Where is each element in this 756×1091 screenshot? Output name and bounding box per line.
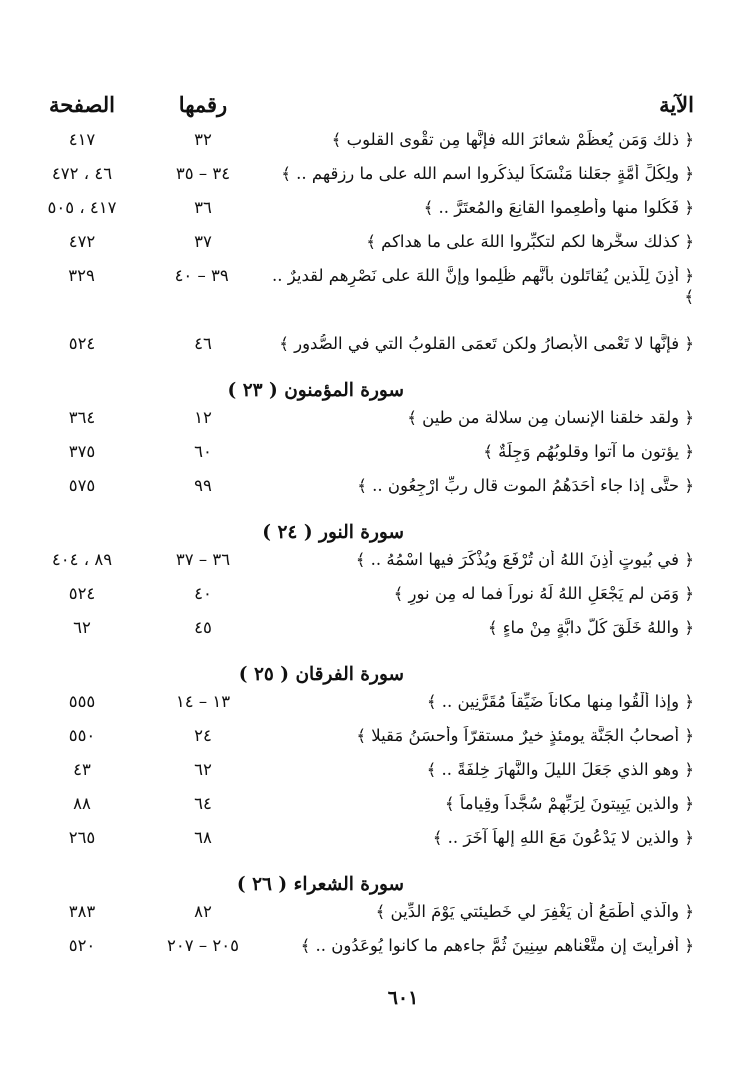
verse-number: ٤٦ xyxy=(194,334,212,353)
table-row xyxy=(20,232,694,266)
verse-text: ﴿ واللهُ خَلَقَ كُلَّ دابَّةٍ مِنْ ماءٍ ﴾ xyxy=(487,618,694,637)
table-row xyxy=(20,692,694,726)
page-ref: ٤٧٢ xyxy=(68,232,96,251)
verse-number: ٤٥ xyxy=(194,618,212,637)
verse-text: ﴿ ولِكُلِّ أُمَّةٍ جعَلنا مَنْسَكاً ليذكُروا اسم الله على ما رزقهم .. ﴾ xyxy=(281,164,694,183)
verse-group xyxy=(20,550,694,652)
verse-number: ٣٧ xyxy=(194,232,212,251)
page-ref: ٥٢٤ xyxy=(68,584,96,603)
page-ref: ٥٥٥ xyxy=(68,692,96,711)
verse-group xyxy=(20,902,694,970)
table-row xyxy=(20,334,694,368)
table-row xyxy=(20,584,694,618)
page-ref: ٨٨ xyxy=(73,794,91,813)
verse-text: ﴿ ذلك وَمَن يُعظِّمْ شعائرَ الله فإنَّها مِن تقْوى القلوب ﴾ xyxy=(331,130,694,149)
verse-number: ١٣ – ١٤ xyxy=(175,692,231,711)
verse-text: ﴿ والذين يَبِيتونَ لِرَبِّهِمْ سُجَّداً وقِياماً ﴾ xyxy=(444,794,694,813)
verse-number: ٦٨ xyxy=(194,828,212,847)
verse-number: ٦٢ xyxy=(194,760,212,779)
verse-text: ﴿ أَصحابُ الجَنَّة يومئذٍ خيرٌ مستقرّاً وأحسَنُ مَقيلا ﴾ xyxy=(356,726,694,745)
verse-number: ٣٢ xyxy=(194,130,212,149)
table-row xyxy=(20,550,694,584)
header-page: الصفحة xyxy=(49,92,115,117)
page-ref: ٣٦٤ xyxy=(68,408,96,427)
verse-group xyxy=(20,130,694,368)
sections xyxy=(20,130,694,970)
verse-number: ٢٠٥ – ٢٠٧ xyxy=(167,936,239,955)
verse-text: ﴿ يؤتون ما آتوا وقلوبُهُم وَجِلَةٌ ﴾ xyxy=(483,442,694,461)
verse-number: ٨٢ xyxy=(194,902,212,921)
verse-group xyxy=(20,408,694,510)
verse-text: ﴿ والَّذي أَطْمَعُ أن يَغْفِرَ لي خَطيئتي يَوْمَ الدِّين ﴾ xyxy=(375,902,694,921)
surah-title: سورة النور ( ٢٤ ) xyxy=(262,522,404,543)
verse-text: ﴿ كذلك سخَّرها لكم لتكبِّروا اللهَ على ما هداكم ﴾ xyxy=(366,232,694,251)
surah-title: سورة المؤمنون ( ٢٣ ) xyxy=(227,380,404,401)
table-row xyxy=(20,902,694,936)
verse-text: ﴿ أُذِنَ لِلَّذين يُقاتَلون بأنَّهم ظُلِموا وإنَّ اللهَ على نَصْرِهم لقديرٌ .. ﴾ xyxy=(272,266,694,306)
table-row xyxy=(20,760,694,794)
table-row xyxy=(20,130,694,164)
page-ref: ٥٢٤ xyxy=(68,334,96,353)
table-row xyxy=(20,198,694,232)
table-row xyxy=(20,618,694,652)
table-row xyxy=(20,794,694,828)
verse-text: ﴿ فإنَّها لا تَعْمى الأبصارُ ولكن تَعمَى القلوبُ التي في الصُّدور ﴾ xyxy=(279,334,694,353)
table-row xyxy=(20,442,694,476)
table-row xyxy=(20,726,694,760)
page-ref: ٤١٧ xyxy=(68,130,96,149)
page-ref: ٥٢٠ xyxy=(68,936,96,955)
page-number: ٦٠١ xyxy=(387,987,419,1009)
verse-number: ٣٤ – ٣٥ xyxy=(175,164,231,183)
verse-number: ٣٦ xyxy=(194,198,212,217)
page-ref: ٣٧٥ xyxy=(68,442,96,461)
verse-number: ٩٩ xyxy=(194,476,212,495)
verse-text: ﴿ وإذا أُلْقُوا مِنها مكاناً ضَيِّقاً مُقَرَّنِين .. ﴾ xyxy=(426,692,694,711)
verse-text: ﴿ وهو الذي جَعَلَ الليلَ والنَّهارَ خِلفَةً .. ﴾ xyxy=(426,760,694,779)
table-row xyxy=(20,476,694,510)
page-ref: ٨٩ ، ٤٠٤ xyxy=(51,550,113,569)
verse-text: ﴿ والذين لا يَدْعُونَ مَعَ اللهِ إلهاً آخَرَ .. ﴾ xyxy=(432,828,694,847)
surah-title: سورة الشعراء ( ٢٦ ) xyxy=(236,874,404,895)
verse-number: ٣٩ – ٤٠ xyxy=(174,266,229,285)
verse-number: ٦٠ xyxy=(194,442,212,461)
verse-number: ٤٠ xyxy=(194,584,212,603)
verse-text: ﴿ حتَّى إذا جاء أحَدَهُمُ الموت قال ربِّ ارْجِعُون .. ﴾ xyxy=(357,476,694,495)
table-header xyxy=(20,92,694,130)
verse-text: ﴿ فَكُلوا منها وأطعِموا القانِعَ والمُعتَرَّ .. ﴾ xyxy=(423,198,694,217)
page-ref: ٥٧٥ xyxy=(68,476,96,495)
page-ref: ٤١٧ ، ٥٠٥ xyxy=(47,198,117,217)
page-ref: ٥٥٠ xyxy=(68,726,96,745)
table-row xyxy=(20,164,694,198)
verse-number: ١٢ xyxy=(194,408,212,427)
page-ref: ٤٦ ، ٤٧٢ xyxy=(51,164,113,183)
page-ref: ٣٢٩ xyxy=(68,266,95,285)
header-verse: الآية xyxy=(659,92,694,117)
table-row xyxy=(20,828,694,862)
verse-text: ﴿ وَمَن لم يَجْعَلِ اللهُ لَهُ نوراً فما له مِن نورٍ ﴾ xyxy=(393,584,694,603)
verse-group xyxy=(20,692,694,862)
page-ref: ٦٢ xyxy=(73,618,91,637)
page-ref: ٤٣ xyxy=(73,760,91,779)
verse-text: ﴿ في بُيوتٍ أَذِنَ اللهُ أن تُرْفَعَ ويُذْكَرَ فيها اسْمُهُ .. ﴾ xyxy=(355,550,694,569)
verse-text: ﴿ ولقد خلقنا الإنسان مِن سلالة من طين ﴾ xyxy=(407,408,694,427)
surah-title: سورة الفرقان ( ٢٥ ) xyxy=(238,664,404,685)
verse-text: ﴿ أفرأيتَ إن متَّعْناهم سِنِينَ ثُمَّ جاءهم ما كانوا يُوعَدُون .. ﴾ xyxy=(300,936,694,955)
verse-number: ٣٦ – ٣٧ xyxy=(175,550,231,569)
page-ref: ٢٦٥ xyxy=(68,828,96,847)
verse-number: ٦٤ xyxy=(194,794,212,813)
verse-number: ٢٤ xyxy=(194,726,212,745)
header-number: رقمها xyxy=(178,92,228,117)
table-row xyxy=(20,266,694,334)
table-row xyxy=(20,936,694,970)
page-ref: ٣٨٣ xyxy=(68,902,96,921)
table-row xyxy=(20,408,694,442)
